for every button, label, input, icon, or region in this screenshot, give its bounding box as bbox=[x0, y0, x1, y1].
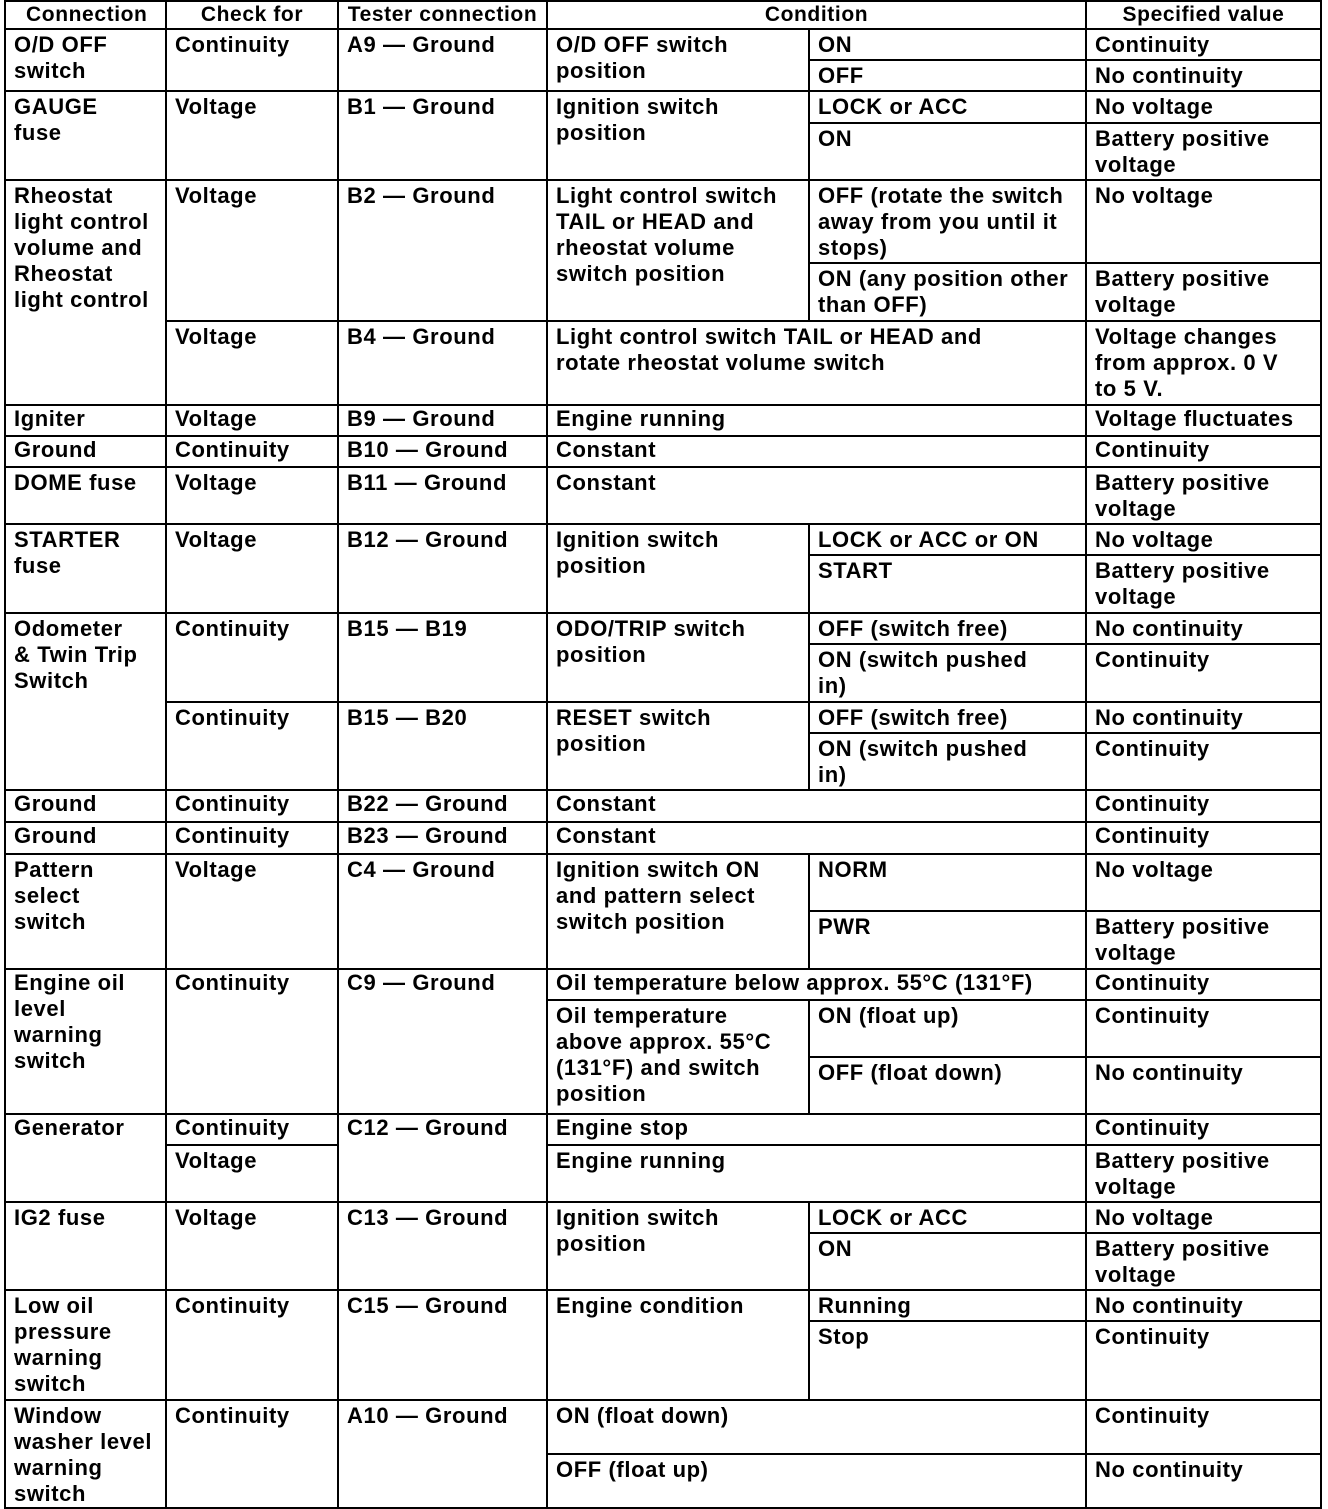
connection-cell: STARTER fuse bbox=[5, 524, 166, 613]
tester-cell: B1 — Ground bbox=[338, 91, 547, 180]
condition-cell: Ignition switch position bbox=[547, 91, 809, 180]
table-row bbox=[5, 29, 1321, 60]
tester-cell: C12 — Ground bbox=[338, 1114, 547, 1202]
tester-cell: A10 — Ground bbox=[338, 1400, 547, 1508]
condition-cell: Engine running bbox=[547, 405, 1086, 436]
value-cell: No continuity bbox=[1086, 702, 1321, 733]
check-cell: Continuity bbox=[166, 1290, 338, 1400]
subcondition-cell: ON bbox=[809, 123, 1086, 180]
check-cell: Continuity bbox=[166, 29, 338, 91]
value-cell: No continuity bbox=[1086, 613, 1321, 644]
subcondition-cell: Stop bbox=[809, 1321, 1086, 1400]
check-cell: Continuity bbox=[166, 1400, 338, 1508]
header-connection: Connection bbox=[5, 1, 166, 29]
subcondition-cell: ON (float up) bbox=[809, 1000, 1086, 1057]
tester-cell: B4 — Ground bbox=[338, 321, 547, 405]
connection-cell: Igniter bbox=[5, 405, 166, 436]
table-row bbox=[5, 91, 1321, 123]
table-row bbox=[5, 790, 1321, 822]
condition-cell: Light control switch TAIL or HEAD and rheostat volume switch position bbox=[547, 180, 809, 321]
connection-cell: Ground bbox=[5, 790, 166, 822]
table-row bbox=[5, 321, 1321, 405]
subcondition-cell: Running bbox=[809, 1290, 1086, 1321]
condition-cell: Constant bbox=[547, 822, 1086, 854]
value-cell: Continuity bbox=[1086, 822, 1321, 854]
value-cell: Continuity bbox=[1086, 1000, 1321, 1057]
value-cell: No continuity bbox=[1086, 1454, 1321, 1508]
header-tester-connection: Tester connection bbox=[338, 1, 547, 29]
value-cell: Battery positive voltage bbox=[1086, 1233, 1321, 1290]
table-row bbox=[5, 405, 1321, 436]
tester-cell: B15 — B20 bbox=[338, 702, 547, 790]
connection-cell: Ground bbox=[5, 822, 166, 854]
value-cell: Battery positive voltage bbox=[1086, 263, 1321, 321]
table-row bbox=[5, 702, 1321, 733]
tester-cell: C13 — Ground bbox=[338, 1202, 547, 1290]
condition-cell: Constant bbox=[547, 467, 1086, 524]
subcondition-cell: ON bbox=[809, 29, 1086, 60]
header-row bbox=[5, 1, 1321, 29]
value-cell: Continuity bbox=[1086, 1321, 1321, 1400]
connection-cell: Ground bbox=[5, 436, 166, 467]
connection-cell: GAUGE fuse bbox=[5, 91, 166, 180]
condition-cell: Oil temperature below approx. 55°C (131°F) bbox=[547, 969, 1086, 1000]
connection-cell: IG2 fuse bbox=[5, 1202, 166, 1290]
connection-cell: Generator bbox=[5, 1114, 166, 1202]
tester-cell: B10 — Ground bbox=[338, 436, 547, 467]
check-cell: Voltage bbox=[166, 1202, 338, 1290]
value-cell: Battery positive voltage bbox=[1086, 555, 1321, 613]
value-cell: No voltage bbox=[1086, 1202, 1321, 1233]
connection-cell: DOME fuse bbox=[5, 467, 166, 524]
check-cell: Voltage bbox=[166, 524, 338, 613]
subcondition-cell: LOCK or ACC or ON bbox=[809, 524, 1086, 555]
tester-cell: C15 — Ground bbox=[338, 1290, 547, 1400]
check-cell: Continuity bbox=[166, 790, 338, 822]
check-cell: Voltage bbox=[166, 321, 338, 405]
condition-cell: OFF (float up) bbox=[547, 1454, 1086, 1508]
table-row bbox=[5, 1145, 1321, 1202]
connection-cell: O/D OFF switch bbox=[5, 29, 166, 91]
subcondition-cell: NORM bbox=[809, 854, 1086, 911]
connection-cell: Odometer & Twin Trip Switch bbox=[5, 613, 166, 790]
value-cell: Continuity bbox=[1086, 436, 1321, 467]
header-condition: Condition bbox=[547, 1, 1086, 29]
connection-cell: Pattern select switch bbox=[5, 854, 166, 969]
condition-cell: Engine running bbox=[547, 1145, 1086, 1202]
table-row bbox=[5, 1114, 1321, 1145]
table-row bbox=[5, 822, 1321, 854]
condition-cell: Engine stop bbox=[547, 1114, 1086, 1145]
value-cell: Continuity bbox=[1086, 733, 1321, 790]
check-cell: Voltage bbox=[166, 91, 338, 180]
subcondition-cell: ON (switch pushed in) bbox=[809, 733, 1086, 790]
subcondition-cell: LOCK or ACC bbox=[809, 1202, 1086, 1233]
subcondition-cell: OFF (rotate the switch away from you until it stops) bbox=[809, 180, 1086, 263]
connection-cell: Engine oil level warning switch bbox=[5, 969, 166, 1114]
value-cell: No continuity bbox=[1086, 1057, 1321, 1114]
check-cell: Continuity bbox=[166, 613, 338, 702]
value-cell: No continuity bbox=[1086, 1290, 1321, 1321]
tester-cell: B12 — Ground bbox=[338, 524, 547, 613]
condition-cell: Engine condition bbox=[547, 1290, 809, 1400]
check-cell: Voltage bbox=[166, 854, 338, 969]
subcondition-cell: PWR bbox=[809, 911, 1086, 969]
subcondition-cell: OFF (switch free) bbox=[809, 702, 1086, 733]
value-cell: No voltage bbox=[1086, 180, 1321, 263]
value-cell: Continuity bbox=[1086, 644, 1321, 702]
subcondition-cell: OFF (float down) bbox=[809, 1057, 1086, 1114]
condition-cell: O/D OFF switch position bbox=[547, 29, 809, 91]
check-cell: Voltage bbox=[166, 1145, 338, 1202]
value-cell: Battery positive voltage bbox=[1086, 123, 1321, 180]
value-cell: Continuity bbox=[1086, 969, 1321, 1000]
connection-cell: Window washer level warning switch bbox=[5, 1400, 166, 1508]
value-cell: Continuity bbox=[1086, 790, 1321, 822]
value-cell: Battery positive voltage bbox=[1086, 1145, 1321, 1202]
table-row bbox=[5, 613, 1321, 644]
subcondition-cell: OFF bbox=[809, 60, 1086, 91]
subcondition-cell: OFF (switch free) bbox=[809, 613, 1086, 644]
header-check-for: Check for bbox=[166, 1, 338, 29]
inspection-table bbox=[4, 0, 1322, 1509]
value-cell: Battery positive voltage bbox=[1086, 911, 1321, 969]
tester-cell: B22 — Ground bbox=[338, 790, 547, 822]
subcondition-cell: LOCK or ACC bbox=[809, 91, 1086, 123]
value-cell: No voltage bbox=[1086, 91, 1321, 123]
value-cell: Voltage changes from approx. 0 V to 5 V. bbox=[1086, 321, 1321, 405]
table-row bbox=[5, 467, 1321, 524]
table-row bbox=[5, 854, 1321, 911]
table-row bbox=[5, 1290, 1321, 1321]
table-row bbox=[5, 1202, 1321, 1233]
check-cell: Continuity bbox=[166, 436, 338, 467]
tester-cell: B2 — Ground bbox=[338, 180, 547, 321]
table-row bbox=[5, 436, 1321, 467]
value-cell: Continuity bbox=[1086, 1114, 1321, 1145]
value-cell: Voltage fluctuates bbox=[1086, 405, 1321, 436]
check-cell: Continuity bbox=[166, 969, 338, 1114]
condition-cell: Ignition switch ON and pattern select switch position bbox=[547, 854, 809, 969]
check-cell: Voltage bbox=[166, 180, 338, 321]
condition-cell: Ignition switch position bbox=[547, 1202, 809, 1290]
check-cell: Continuity bbox=[166, 822, 338, 854]
subcondition-cell: ON (any position other than OFF) bbox=[809, 263, 1086, 321]
subcondition-cell: ON (switch pushed in) bbox=[809, 644, 1086, 702]
value-cell: No continuity bbox=[1086, 60, 1321, 91]
tester-cell: B11 — Ground bbox=[338, 467, 547, 524]
tester-cell: B15 — B19 bbox=[338, 613, 547, 702]
condition-cell: Light control switch TAIL or HEAD and rotate rheostat volume switch bbox=[547, 321, 1086, 405]
condition-cell: Constant bbox=[547, 436, 1086, 467]
check-cell: Voltage bbox=[166, 467, 338, 524]
tester-cell: C4 — Ground bbox=[338, 854, 547, 969]
condition-cell: ON (float down) bbox=[547, 1400, 1086, 1454]
tester-cell: B9 — Ground bbox=[338, 405, 547, 436]
check-cell: Voltage bbox=[166, 405, 338, 436]
table-row bbox=[5, 1400, 1321, 1454]
table-row bbox=[5, 524, 1321, 555]
condition-cell: Oil temperature above approx. 55°C (131°F) and switch position bbox=[547, 1000, 809, 1114]
check-cell: Continuity bbox=[166, 1114, 338, 1145]
condition-cell: Constant bbox=[547, 790, 1086, 822]
condition-cell: Ignition switch position bbox=[547, 524, 809, 613]
value-cell: No voltage bbox=[1086, 854, 1321, 911]
table-row bbox=[5, 969, 1321, 1000]
value-cell: No voltage bbox=[1086, 524, 1321, 555]
subcondition-cell: START bbox=[809, 555, 1086, 613]
tester-cell: C9 — Ground bbox=[338, 969, 547, 1114]
value-cell: Continuity bbox=[1086, 1400, 1321, 1454]
condition-cell: ODO/TRIP switch position bbox=[547, 613, 809, 702]
connection-cell: Low oil pressure warning switch bbox=[5, 1290, 166, 1400]
value-cell: Battery positive voltage bbox=[1086, 467, 1321, 524]
connection-cell: Rheostat light control volume and Rheostat light control bbox=[5, 180, 166, 405]
value-cell: Continuity bbox=[1086, 29, 1321, 60]
tester-cell: A9 — Ground bbox=[338, 29, 547, 91]
subcondition-cell: ON bbox=[809, 1233, 1086, 1290]
condition-cell: RESET switch position bbox=[547, 702, 809, 790]
header-specified-value: Specified value bbox=[1086, 1, 1321, 29]
check-cell: Continuity bbox=[166, 702, 338, 790]
tester-cell: B23 — Ground bbox=[338, 822, 547, 854]
table-row bbox=[5, 180, 1321, 263]
